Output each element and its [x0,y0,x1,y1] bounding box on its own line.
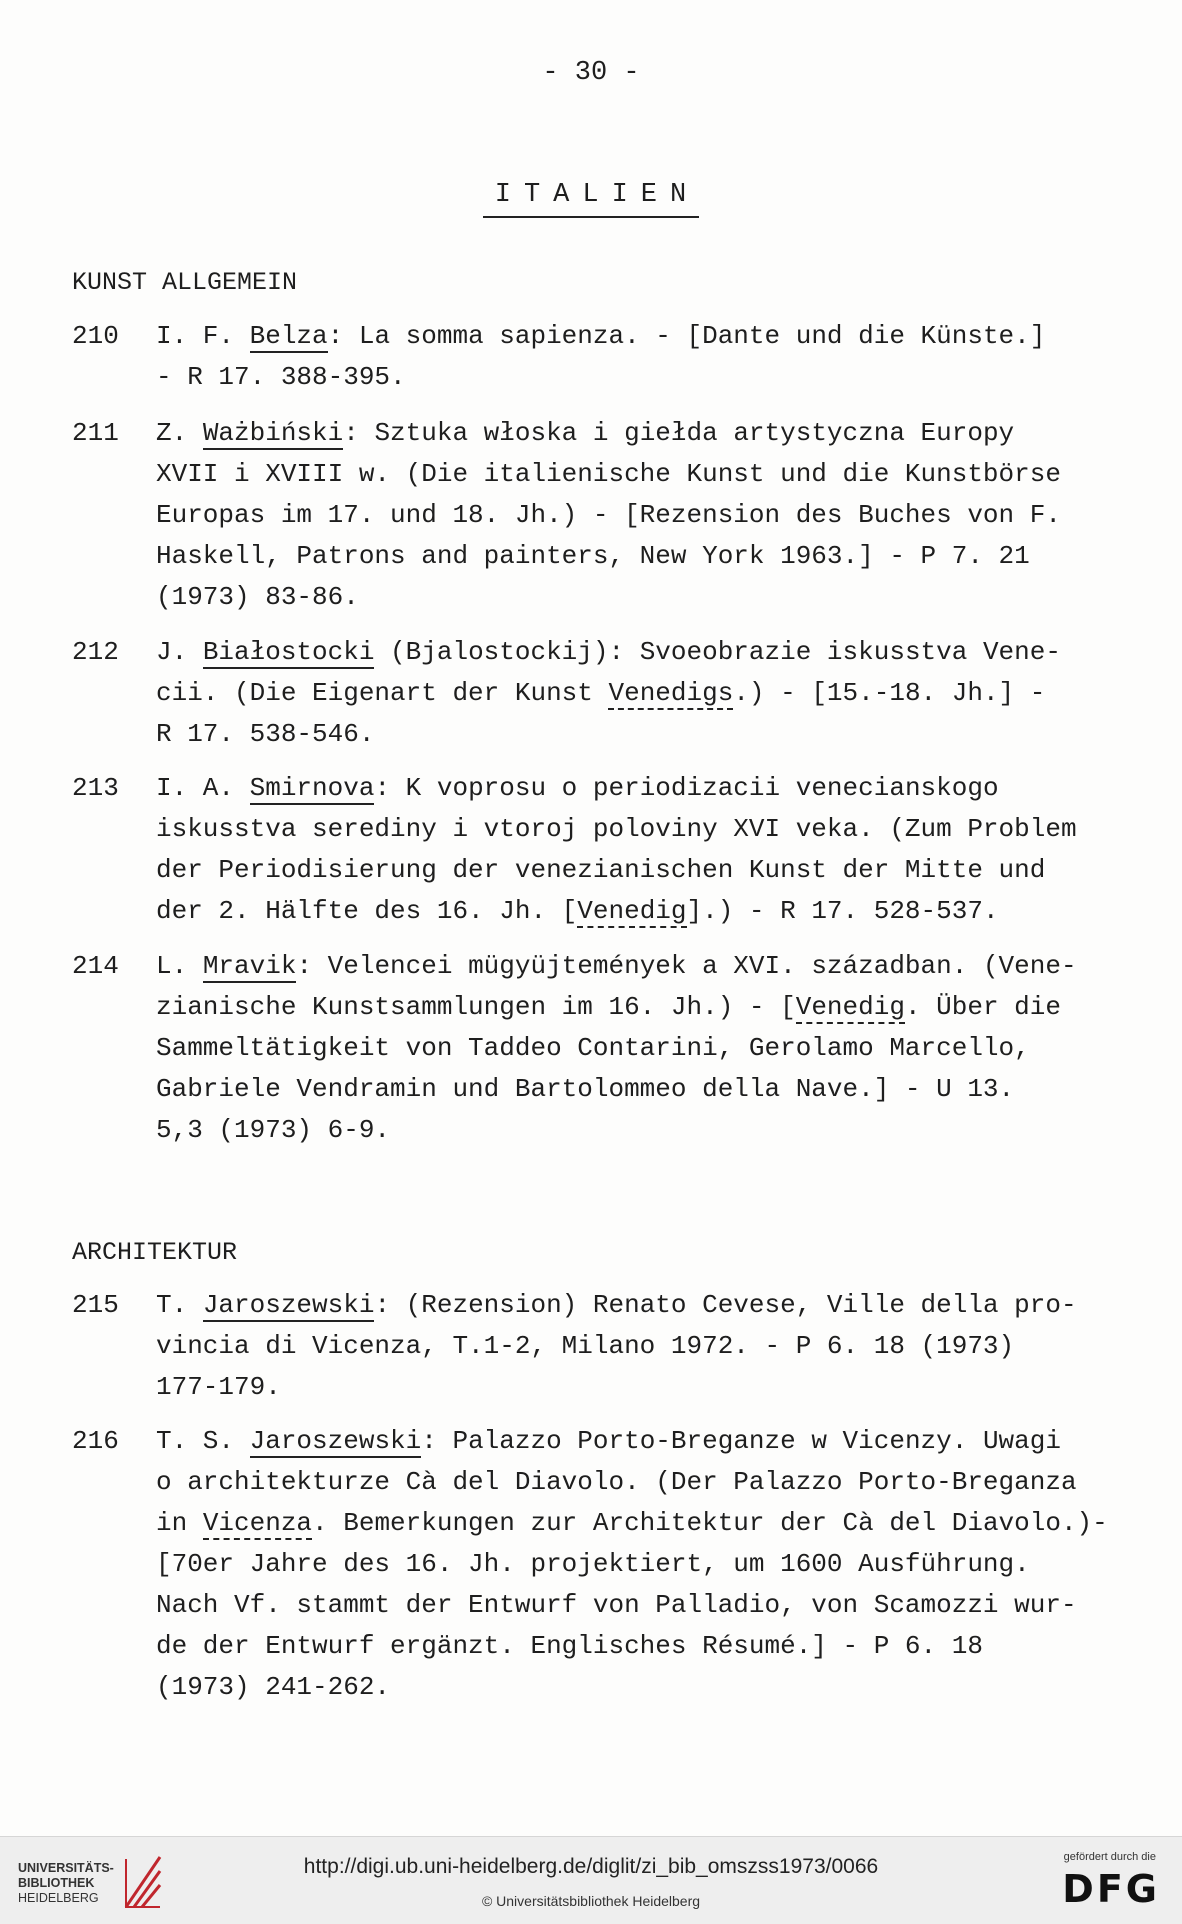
text-segment: (1973) 83-86. [156,582,359,612]
place-keyword: Venedig [577,896,687,926]
entry-number: 210 [72,321,119,351]
text-segment: - R 17. 388-395. [156,362,406,392]
text-segment: : K voprosu o periodizacii venecianskogo [374,773,999,803]
text-segment: J. [156,637,203,667]
entry-line [156,536,1156,577]
text-segment: vincia di Vicenza, T.1-2, Milano 1972. - P 6. 18 (1973) [156,1331,1015,1361]
author-name: Smirnova [249,773,375,803]
text-segment: Europas im 17. und 18. Jh.) - [Rezension des Buches von F. [156,500,1061,530]
page-number: - 30 - [542,58,640,88]
funded-by-label: gefördert durch die [1063,1851,1156,1863]
entry-line [156,495,1156,536]
text-segment: 177-179. [156,1372,281,1402]
author-name: Jaroszewski [202,1290,375,1320]
text-segment: Z. [156,418,203,448]
place-keyword: Vicenza [202,1508,313,1538]
text-segment: Nach Vf. stammt der Entwurf von Palladio, von Scamozzi wur- [156,1590,1077,1620]
entry-line [156,1285,1156,1326]
text-segment: : (Rezension) Renato Cevese, Ville della pro- [374,1290,1077,1320]
section-heading-architektur: ARCHITEKTUR [72,1238,238,1267]
text-segment: I. A. [156,773,250,803]
place-keyword: Venedigs [608,678,734,708]
text-segment: L. [156,951,203,981]
text-segment: [70er Jahre des 16. Jh. projektiert, um 1600 Ausführung. [156,1549,1030,1579]
entry-line [156,1462,1156,1503]
text-segment: I. F. [156,321,250,351]
text-segment: zianische Kunstsammlungen im 16. Jh.) - [ [156,992,796,1022]
text-segment: ].) - R 17. 528-537. [686,896,999,926]
text-segment: R 17. 538-546. [156,719,375,749]
entry-line [156,1110,1156,1151]
text-segment: iskusstva serediny i vtoroj poloviny XVI veka. (Zum Problem [156,814,1077,844]
entry-line [156,946,1156,987]
entry-text [156,316,1156,398]
viewer-footer [0,1836,1182,1924]
entry-line [156,1326,1156,1367]
text-segment: : Palazzo Porto-Breganze w Vicenzy. Uwagi [421,1426,1061,1456]
entry-line [156,632,1156,673]
entry-number: 215 [72,1290,119,1320]
entry-number: 213 [72,773,119,803]
text-segment: in [156,1508,203,1538]
text-segment: o architekturze Cà del Diavolo. (Der Palazzo Porto-Breganza [156,1467,1077,1497]
entry-line [156,413,1156,454]
text-segment: Gabriele Vendramin und Bartolommeo della Nave.] - U 13. [156,1074,1015,1104]
text-segment: cii. (Die Eigenart der Kunst [156,678,609,708]
entry-text [156,1421,1156,1708]
copyright-text: © Universitätsbibliothek Heidelberg [481,1893,701,1909]
entry-line [156,1503,1156,1544]
text-segment: . Bemerkungen zur Architektur der Cà del Diavolo.)- [312,1508,1108,1538]
text-segment: Haskell, Patrons and painters, New York 1963.] - P 7. 21 [156,541,1030,571]
entry-line [156,357,1156,398]
entry-line [156,768,1156,809]
entry-line [156,1421,1156,1462]
entry-number: 216 [72,1426,119,1456]
library-name: UNIVERSITÄTS- BIBLIOTHEK HEIDELBERG [18,1861,114,1905]
section-heading-kunst: KUNST ALLGEMEIN [72,268,298,297]
entry-line [156,809,1156,850]
entry-line [156,1667,1156,1708]
entry-line [156,673,1156,714]
text-segment: Sammeltätigkeit von Taddeo Contarini, Gerolamo Marcello, [156,1033,1030,1063]
author-name: Jaroszewski [249,1426,422,1456]
entry-line [156,1626,1156,1667]
entry-line [156,454,1156,495]
entry-line [156,850,1156,891]
text-segment: der Periodisierung der venezianischen Kunst der Mitte und [156,855,1046,885]
text-segment: (Bjalostockij): Svoeobrazie iskusstva Vene- [374,637,1061,667]
entry-number: 214 [72,951,119,981]
chapter-title: ITALIEN [483,180,699,218]
text-segment: : Velencei mügyüjtemények a XVI. században. (Vene- [296,951,1077,981]
entry-number: 211 [72,418,119,448]
entry-text [156,413,1156,618]
entry-line [156,1585,1156,1626]
entry-line [156,891,1156,932]
text-segment: : Sztuka włoska i giełda artystyczna Europy [343,418,1015,448]
entry-number: 212 [72,637,119,667]
text-segment: 5,3 (1973) 6-9. [156,1115,391,1145]
entry-line [156,1069,1156,1110]
author-name: Mravik [202,951,297,981]
entry-line [156,1028,1156,1069]
text-segment: .) - [15.-18. Jh.] - [733,678,1046,708]
entry-line [156,316,1156,357]
dfg-logo: DFG [1062,1867,1160,1911]
document-url-link[interactable]: http://digi.ub.uni-heidelberg.de/diglit/zi_bib_omszss1973/0066 [303,1855,879,1878]
text-segment: . Über die [904,992,1061,1022]
text-segment: : La somma sapienza. - [Dante und die Künste.] [327,321,1046,351]
entry-text [156,632,1156,755]
text-segment: XVII i XVIII w. (Die italienische Kunst und die Kunstbörse [156,459,1061,489]
author-name: Ważbiński [202,418,344,448]
text-segment: (1973) 241-262. [156,1672,391,1702]
entry-line [156,987,1156,1028]
text-segment: T. [156,1290,203,1320]
entry-line [156,1544,1156,1585]
entry-text [156,1285,1156,1408]
entry-text [156,768,1156,932]
entry-line [156,577,1156,618]
text-segment: T. S. [156,1426,250,1456]
place-keyword: Venedig [795,992,905,1022]
entry-line [156,1367,1156,1408]
author-name: Belza [249,321,328,351]
entry-text [156,946,1156,1151]
author-name: Białostocki [202,637,375,667]
text-segment: der 2. Hälfte des 16. Jh. [ [156,896,578,926]
entry-line [156,714,1156,755]
text-segment: de der Entwurf ergänzt. Englisches Résumé.] - P 6. 18 [156,1631,983,1661]
